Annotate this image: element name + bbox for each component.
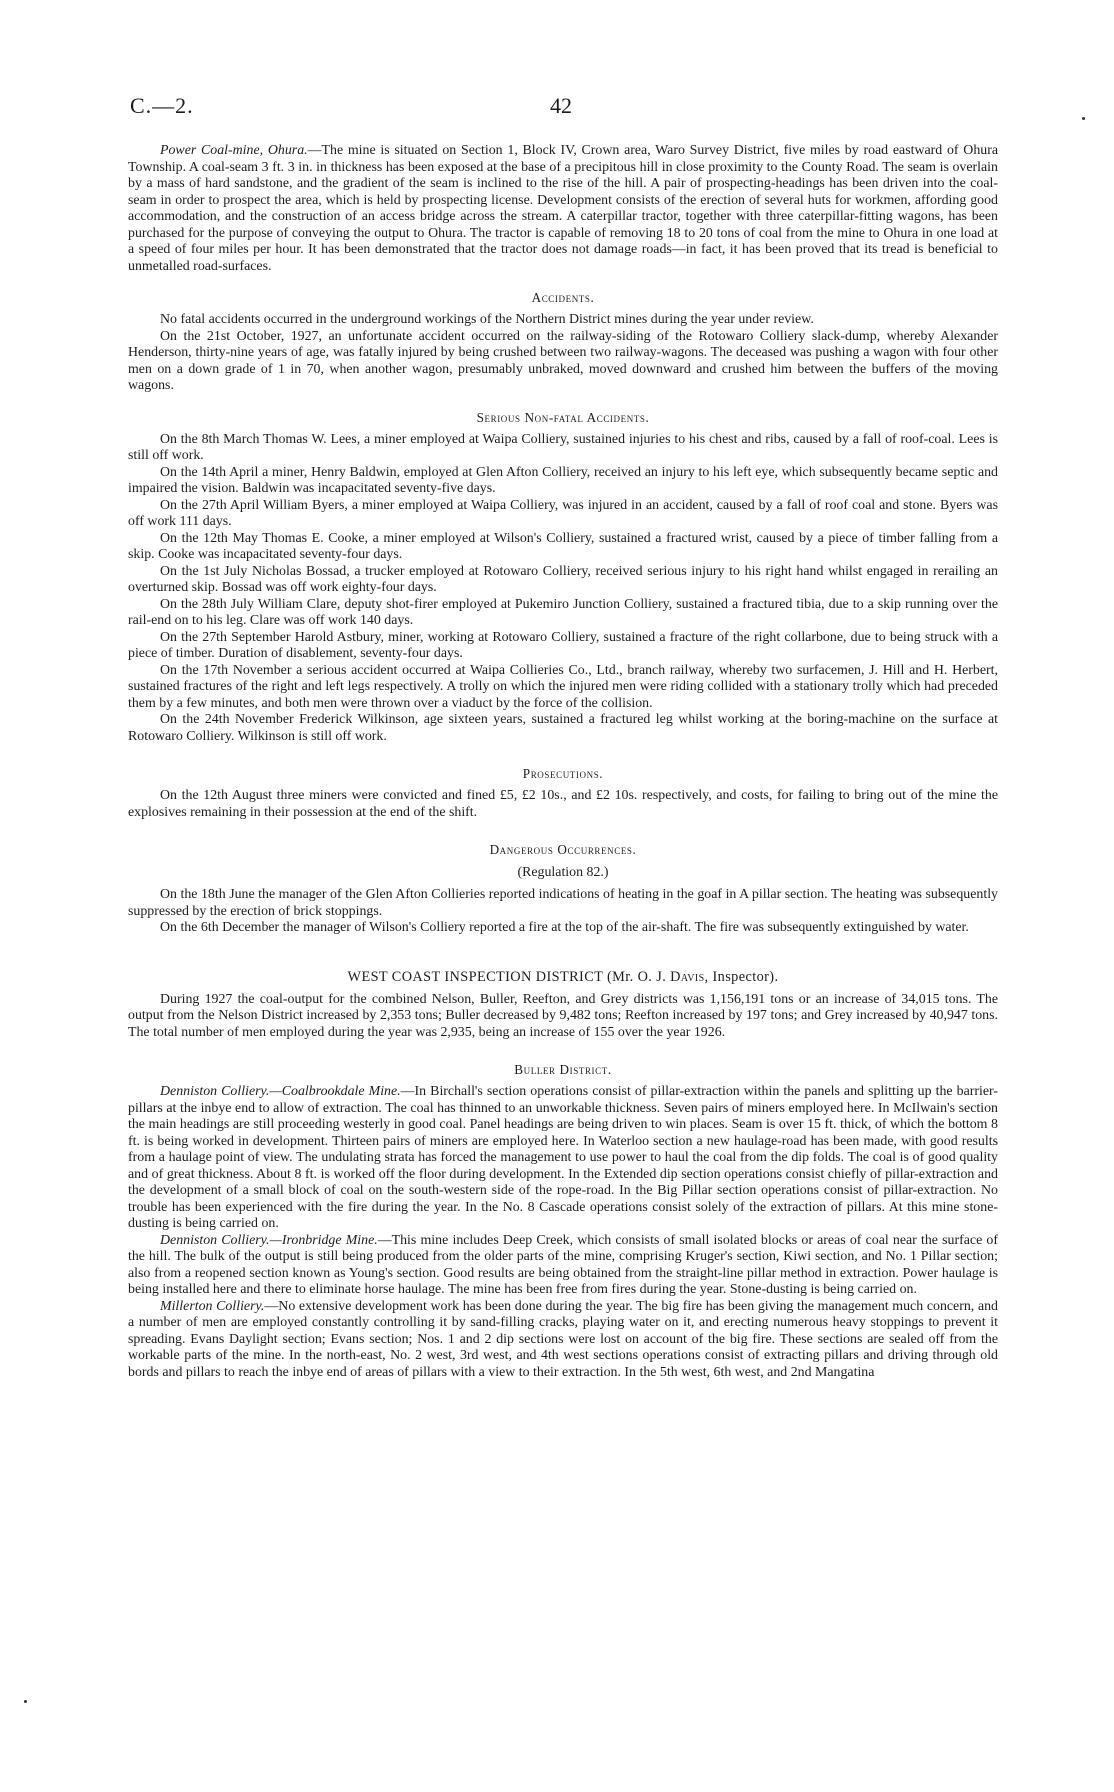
inspector-name: Davis — [670, 968, 705, 985]
serious-accidents-heading: Serious Non-fatal Accidents. — [476, 409, 650, 425]
dangerous-occurrence-paragraph: On the 18th June the manager of the Glen Afton Collieries reported indications of heating in the goaf in A pillar section. The heating was subsequently suppressed by the erection of brick stoppings. — [128, 887, 998, 919]
intro-text: —The mine is situated on Section 1, Block IV, Crown area, Waro Survey District, five miles by road eastward of Ohura Township. A coal-seam 3 ft. 3 in. in thickness has been exposed at the base of a precipitous hill in close proximity to the County Road. The seam is overlain by a mass of hard sandstone, and the gradient of the seam is inclined to the rise of the hill. A pair of prospecting-headings has been driven into the coal-seam in order to prospect the area, which is held by prospecting license. Development consists of the erection of several huts for workmen, affording good accommodation, and the construction of an access bridge across the stream. A caterpillar tractor, together with three caterpillar-fitting wagons, has been purchased for the purpose of conveying the output to Ohura. The tractor is capable of removing 18 to 20 tons of coal from the mine to Ohura in one load at a speed of four miles per hour. It has been demonstrated that the tractor does not damage roads—in fact, it has been proved that its tread is beneficial to unmetalled road-surfaces. — [128, 143, 999, 274]
intro-paragraph — [128, 143, 998, 275]
serious-accident-paragraph: On the 17th November a serious accident occurred at Waipa Collieries Co., Ltd., branch railway, whereby two surfacemen, J. Hill and H. Herbert, sustained fractures of the right and left legs respectively. A trolly on which the injured men were riding collided with a stationary trolly which had preceded them by a few minutes, and both men were thrown over a viaduct by the force of the collision. — [128, 662, 998, 711]
accidents-paragraph: No fatal accidents occurred in the underground workings of the Northern District mines during the year under review. — [160, 312, 814, 327]
page-speck — [1082, 117, 1085, 120]
colliery-text: —No extensive development work has been done during the year. The big fire has been giving the management much concern, and a number of men are employed constantly controlling it by sand-filling cracks, playing water on it, and erecting numerous heavy stoppings to prevent it spreading. Evans Daylight section; Evans section; Nos. 1 and 2 dip sections were lost on account of the big fire. These sections are sealed off from the workable parts of the mine. In the north-east, No. 2 west, 3rd west, and 4th west sections operations consist of extracting pillars and driving through old bords and pillars to reach the inbye end of areas of pillars with a view to their extraction. In the 5th west, 6th west, and 2nd Mangatina — [128, 1298, 998, 1380]
serious-accident-paragraph: On the 8th March Thomas W. Lees, a miner employed at Waipa Colliery, sustained injuries to his chest and ribs, caused by a fall of roof-coal. Lees is still off work. — [128, 431, 998, 463]
colliery-lead: Denniston Colliery.—Ironbridge Mine. — [160, 1232, 378, 1248]
text-column — [128, 143, 998, 1381]
serious-accident-paragraph: On the 24th November Frederick Wilkinson, age sixteen years, sustained a fractured leg whilst working at the boring-machine on the surface at Rotowaro Colliery. Wilkinson is still off work. — [128, 712, 998, 744]
colliery-lead: Millerton Colliery. — [160, 1298, 265, 1314]
serious-accident-paragraph: On the 14th April a miner, Henry Baldwin, employed at Glen Afton Colliery, received an injury to his left eye, which subsequently became septic and impaired the vision. Baldwin was incapacitated seventy-five days. — [128, 464, 998, 496]
serious-accident-paragraph: On the 27th April William Byers, a miner employed at Waipa Colliery, was injured in an accident, caused by a fall of roof coal and stone. Byers was off work 111 days. — [128, 497, 998, 529]
colliery-text: —In Birchall's section operations consist of pillar-extraction within the panels and splitting up the barrier-pillars at the inbye end to allow of extraction. The coal has thinned to an unworkable thickness. Seven pairs of miners employed here. In McIlwain's section the main headings are still proceeding westerly in good coal. Panel headings are being driven to win places. Seam is over 15 ft. thick, of which the bottom 8 ft. is being worked in development. Thirteen pairs of miners are employed here. In Waterloo section a new haulage-road has been made, with good results from a haulage point of view. The undulating strata has forced the management to use power to haul the coal from the dip folds. The coal is of good quality and of great thickness. About 8 ft. is worked off the floor during development. In the Extended dip section operations consist chiefly of pillar-extraction and the development of a small block of coal on the south-western side of the rope-road. In the Big Pillar section operations consist of pillar-extraction. No trouble has been experienced with the fire during the year. In the No. 8 Cascade operations consist solely of the extraction of pillars. At this mine stone-dusting is being carried on. — [128, 1084, 998, 1231]
accidents-heading: Accidents. — [531, 290, 595, 305]
intro-lead: Power Coal-mine, Ohura. — [160, 143, 308, 158]
page-number: 42 — [550, 93, 572, 118]
serious-accident-paragraph: On the 27th September Harold Astbury, miner, working at Rotowaro Colliery, sustained a fracture of the right collarbone, due to being struck with a piece of timber. Duration of disablement, seventy-four days. — [128, 629, 998, 661]
dangerous-occurrences-heading: Dangerous Occurrences. — [489, 842, 637, 857]
serious-accident-paragraph: On the 1st July Nicholas Bossad, a trucker employed at Rotowaro Colliery, received serious injury to his right hand whilst engaged in rerailing an overturned skip. Bossad was off work eighty-four days. — [128, 563, 998, 595]
colliery-text: —This mine includes Deep Creek, which consists of small isolated blocks or areas of coal near the surface of the hill. The bulk of the output is still being produced from the older parts of the mine, comprising Kruger's section, Kiwi section, and No. 1 Pillar section; also from a reopened section known as Young's section. Good results are being obtained from the straight-line pillar method in extraction. Power haulage is being installed here and there to eliminate horse haulage. The mine has been free from fires during the year. Stone-dusting is being carried on. — [128, 1232, 998, 1297]
district-heading-pre: WEST COAST INSPECTION DISTRICT (Mr. O. J. — [347, 968, 671, 985]
colliery-paragraph — [128, 1299, 998, 1382]
serious-accident-paragraph: On the 12th May Thomas E. Cooke, a miner employed at Wilson's Colliery, sustained a fractured wrist, caused by a piece of timber falling from a skip. Cooke was incapacitated seventy-four days. — [128, 530, 998, 562]
district-heading-post: , Inspector). — [704, 968, 779, 985]
prosecutions-paragraph: On the 12th August three miners were convicted and fined £5, £2 10s., and £2 10s. respectively, and costs, for failing to bring out of the mine the explosives remaining in their possession at the end of the shift. — [128, 788, 998, 820]
west-coast-paragraph: During 1927 the coal-output for the combined Nelson, Buller, Reefton, and Grey districts was 1,156,191 tons or an increase of 34,015 tons. The output from the Nelson District increased by 2,353 tons; Buller decreased by 9,482 tons; Reefton increased by 197 tons; and Grey increased by 40,947 tons. The total number of men employed during the year was 2,935, being an increase of 155 over the year 1926. — [128, 991, 998, 1040]
buller-district-heading: Buller District. — [514, 1062, 612, 1077]
page-speck — [24, 1700, 27, 1703]
west-coast-district-heading — [128, 969, 998, 986]
prosecutions-heading: Prosecutions. — [522, 766, 604, 781]
document-reference: C.—2. — [130, 93, 194, 118]
accidents-paragraph: On the 21st October, 1927, an unfortunate accident occurred on the railway-siding of the Rotowaro Colliery slack-dump, whereby Alexander Henderson, thirty-nine years of age, was fatally injured by being crushed between two railway-wagons. The deceased was pushing a wagon with four other men on a down grade of 1 in 70, when another wagon, presumably unbraked, moved downward and crushed him between the buffers of the moving wagons. — [128, 328, 998, 393]
colliery-paragraph — [128, 1233, 998, 1299]
colliery-lead: Denniston Colliery.—Coalbrookdale Mine. — [160, 1084, 401, 1099]
colliery-paragraph — [128, 1084, 998, 1233]
serious-accident-paragraph: On the 28th July William Clare, deputy shot-firer employed at Pukemiro Junction Colliery, sustained a fractured tibia, due to a skip running over the rail-end on to his leg. Clare was off work 140 days. — [128, 596, 998, 628]
regulation-subheading: (Regulation 82.) — [517, 865, 609, 880]
dangerous-occurrence-paragraph: On the 6th December the manager of Wilson's Colliery reported a fire at the top of the air-shaft. The fire was subsequently extinguished by water. — [160, 920, 969, 935]
